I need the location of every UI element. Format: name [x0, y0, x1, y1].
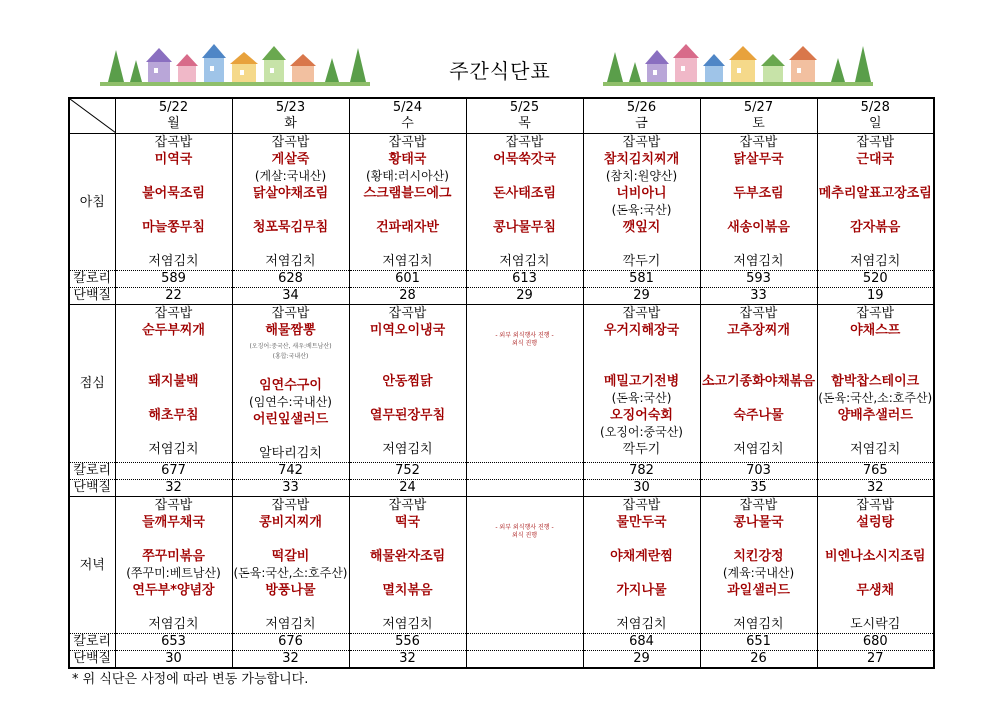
empty-line [818, 168, 934, 185]
calorie-value: 703 [700, 463, 817, 480]
menu-item: 임연수구이 [259, 378, 322, 393]
menu-item: 돈사태조림 [493, 186, 556, 201]
lunch-cell [349, 305, 466, 463]
dinner-cell [583, 497, 700, 634]
menu-item: 닭살무국 [733, 152, 784, 167]
protein-value: 29 [466, 288, 583, 305]
kimchi-item: 저염김치 [733, 617, 784, 632]
menu-item: 새송이볶음 [727, 220, 790, 235]
empty-line [818, 599, 934, 616]
empty-line [467, 548, 583, 565]
calorie-value: 589 [115, 271, 232, 288]
calorie-value: 520 [817, 271, 934, 288]
rice-item: 잡곡밥 [739, 306, 778, 321]
rice-item: 잡곡밥 [622, 306, 661, 321]
menu-item: 청포묵김무침 [252, 220, 329, 235]
empty-line [467, 373, 583, 390]
kimchi-item: 저염김치 [148, 617, 199, 632]
day-header [583, 98, 700, 134]
protein-value: 27 [817, 651, 934, 669]
rice-item: 잡곡밥 [622, 498, 661, 513]
kimchi-item: 저염김치 [850, 442, 901, 457]
empty-line [467, 565, 583, 582]
empty-line [116, 424, 232, 441]
menu-item: 들깨무채국 [142, 515, 205, 530]
empty-line [467, 168, 583, 185]
empty-line [116, 202, 232, 219]
lunch-cell [700, 305, 817, 463]
empty-line [701, 202, 817, 219]
empty-line [467, 424, 583, 441]
rice-item: 잡곡밥 [388, 306, 427, 321]
menu-item: 해초무침 [148, 408, 199, 423]
protein-value: 19 [817, 288, 934, 305]
calorie-value: 684 [583, 634, 700, 651]
menu-item: 양배추샐러드 [837, 408, 913, 423]
protein-value: 26 [700, 651, 817, 669]
menu-item: 우거지해장국 [603, 323, 680, 338]
protein-label: 단백질 [69, 651, 115, 669]
protein-value: 35 [700, 480, 817, 497]
lunch-cell [817, 305, 934, 463]
protein-value: 29 [583, 651, 700, 669]
empty-line [584, 236, 700, 253]
rice-item: 잡곡밥 [739, 498, 778, 513]
breakfast-cell [232, 134, 349, 271]
day-header [817, 98, 934, 134]
empty-line [350, 599, 466, 616]
kimchi-item: 저염김치 [733, 254, 784, 269]
breakfast-label: 아침 [69, 134, 115, 271]
menu-item: 게살죽 [271, 152, 310, 167]
rice-item: 잡곡밥 [856, 135, 895, 150]
empty-line [584, 531, 700, 548]
menu-item: 설렁탕 [856, 515, 895, 530]
rice-item: 잡곡밥 [856, 498, 895, 513]
menu-item: 함박찹스테이크 [831, 374, 920, 389]
rice-item: 잡곡밥 [388, 135, 427, 150]
origin-note-small: (오징어:중국산, 새우:베트남산) [249, 343, 332, 350]
kimchi-item: 도시락김 [850, 617, 901, 632]
day-header [232, 98, 349, 134]
event-note-line: 외식 진행 [511, 340, 538, 347]
breakfast-cell [700, 134, 817, 271]
day-header [700, 98, 817, 134]
menu-item: 콩나물국 [733, 515, 784, 530]
corner-cell [69, 98, 115, 134]
lunch-protein-row [69, 480, 934, 497]
rice-item: 잡곡밥 [271, 498, 310, 513]
kimchi-item: 저염김치 [382, 442, 433, 457]
menu-item: 황태국 [388, 152, 427, 167]
menu-item: 깻잎지 [622, 220, 661, 235]
origin-note: (돈육:국산,소:호주산) [818, 391, 933, 405]
protein-value: 32 [232, 651, 349, 669]
empty-line [818, 236, 934, 253]
lunch-cell [232, 305, 349, 463]
empty-line [584, 565, 700, 582]
empty-line [467, 202, 583, 219]
kimchi-item: 저염김치 [382, 617, 433, 632]
menu-item: 메밀고기전병 [603, 374, 680, 389]
lunch-row [69, 305, 934, 463]
menu-item: 가지나물 [616, 583, 667, 598]
empty-line [818, 339, 934, 356]
menu-item: 고추장찌개 [727, 323, 790, 338]
menu-item: 불어묵조림 [142, 186, 205, 201]
menu-item: 해물완자조림 [369, 549, 446, 564]
empty-line [116, 531, 232, 548]
empty-line [584, 339, 700, 356]
rice-item: 잡곡밥 [271, 135, 310, 150]
empty-line [701, 356, 817, 373]
menu-item: 야채스프 [850, 323, 901, 338]
dinner-calorie-row [69, 634, 934, 651]
origin-note: (게살:국내산) [254, 169, 327, 183]
menu-item: 두부조림 [733, 186, 784, 201]
calorie-label: 칼로리 [69, 463, 115, 480]
day-header [115, 98, 232, 134]
day-of-week: 일 [868, 116, 882, 131]
menu-item: 치킨강정 [733, 549, 784, 564]
menu-item: 해물짬뽕 [265, 323, 316, 338]
calorie-value: 765 [817, 463, 934, 480]
calorie-value: 593 [700, 271, 817, 288]
dinner-cell [700, 497, 817, 634]
empty-line [350, 565, 466, 582]
rice-item: 잡곡밥 [154, 135, 193, 150]
breakfast-row [69, 134, 934, 271]
empty-line [818, 531, 934, 548]
origin-note: (오징어:중국산) [600, 425, 683, 439]
protein-value: 30 [115, 651, 232, 669]
menu-item: 건파래자반 [376, 220, 439, 235]
protein-value: 30 [583, 480, 700, 497]
day-header [349, 98, 466, 134]
origin-note-small: (홍합:국내산) [272, 353, 309, 360]
kimchi-item: 저염김치 [265, 617, 316, 632]
calorie-value [466, 634, 583, 651]
calorie-value: 677 [115, 463, 232, 480]
calorie-label: 칼로리 [69, 634, 115, 651]
dinner-row [69, 497, 934, 634]
event-note-line: 외식 진행 [511, 532, 538, 539]
village-illustration-right [603, 40, 873, 90]
calorie-value: 613 [466, 271, 583, 288]
calorie-value: 581 [583, 271, 700, 288]
breakfast-cell [817, 134, 934, 271]
rice-item: 잡곡밥 [505, 135, 544, 150]
origin-note: (쭈꾸미:베트남산) [126, 566, 221, 580]
empty-line [467, 356, 583, 373]
empty-line [116, 236, 232, 253]
kimchi-item: 저염김치 [499, 254, 550, 269]
weekly-menu-table [68, 97, 935, 669]
calorie-value: 680 [817, 634, 934, 651]
protein-value: 29 [583, 288, 700, 305]
dinner-cell [817, 497, 934, 634]
protein-value: 22 [115, 288, 232, 305]
menu-item: 떡국 [394, 515, 421, 530]
empty-line [467, 497, 583, 514]
menu-item: 열무된장무침 [369, 408, 446, 423]
empty-line [584, 356, 700, 373]
menu-item: 무생채 [856, 583, 895, 598]
protein-value: 34 [232, 288, 349, 305]
kimchi-item: 저염김치 [148, 442, 199, 457]
empty-line [233, 599, 349, 616]
lunch-label: 점심 [69, 305, 115, 463]
calorie-value: 653 [115, 634, 232, 651]
calorie-value: 651 [700, 634, 817, 651]
menu-item: 어린잎샐러드 [252, 412, 329, 427]
empty-line [467, 582, 583, 599]
header-row [69, 98, 934, 134]
protein-value: 33 [232, 480, 349, 497]
rice-item: 잡곡밥 [622, 135, 661, 150]
rice-item: 잡곡밥 [271, 306, 310, 321]
menu-item: 멸치볶음 [382, 583, 433, 598]
origin-note: (돈육:국산) [611, 391, 672, 405]
kimchi-item: 저염김치 [850, 254, 901, 269]
menu-item: 미역오이냉국 [369, 323, 446, 338]
calorie-value: 752 [349, 463, 466, 480]
menu-item: 너비아니 [616, 186, 667, 201]
empty-line [350, 202, 466, 219]
day-date: 5/24 [392, 100, 423, 115]
menu-item: 어묵쑥갓국 [493, 152, 556, 167]
breakfast-cell [115, 134, 232, 271]
dinner-label: 저녁 [69, 497, 115, 634]
breakfast-calorie-row [69, 271, 934, 288]
menu-item: 비엔나소시지조림 [825, 549, 926, 564]
day-date: 5/23 [275, 100, 306, 115]
calorie-value: 556 [349, 634, 466, 651]
kimchi-item: 저염김치 [148, 254, 199, 269]
empty-line [467, 407, 583, 424]
calorie-value: 742 [232, 463, 349, 480]
empty-line [701, 531, 817, 548]
empty-line [116, 390, 232, 407]
origin-note: (황태:러시아산) [366, 169, 449, 183]
empty-line [350, 390, 466, 407]
day-date: 5/22 [158, 100, 189, 115]
menu-item: 감자볶음 [850, 220, 901, 235]
empty-line [584, 599, 700, 616]
dinner-cell [115, 497, 232, 634]
protein-value: 32 [115, 480, 232, 497]
empty-line [350, 236, 466, 253]
empty-line [467, 390, 583, 407]
day-of-week: 금 [635, 116, 648, 131]
menu-item: 콩비지찌개 [259, 515, 322, 530]
empty-line [233, 428, 349, 445]
empty-line [701, 599, 817, 616]
kimchi-item: 저염김치 [733, 442, 784, 457]
dinner-cell [232, 497, 349, 634]
menu-item: 돼지불백 [148, 374, 199, 389]
day-header [466, 98, 583, 134]
calorie-value: 601 [349, 271, 466, 288]
kimchi-item: 저염김치 [265, 254, 316, 269]
menu-item: 방풍나물 [265, 583, 316, 598]
empty-line [818, 202, 934, 219]
menu-item: 닭살야채조림 [252, 186, 329, 201]
menu-item: 야채계란찜 [610, 549, 673, 564]
menu-item: 숙주나물 [733, 408, 784, 423]
lunch-cell [466, 305, 583, 463]
kimchi-item: 깍두기 [622, 442, 661, 457]
origin-note: (계육:국내산) [722, 566, 795, 580]
menu-item: 연두부*양념장 [132, 583, 215, 598]
dinner-protein-row [69, 651, 934, 669]
menu-item: 쭈꾸미볶음 [142, 549, 205, 564]
footnote: * 위 식단은 사정에 따라 변동 가능합니다. [72, 672, 309, 687]
calorie-value: 782 [583, 463, 700, 480]
empty-line [467, 599, 583, 616]
protein-value: 32 [817, 480, 934, 497]
empty-line [701, 168, 817, 185]
breakfast-cell [583, 134, 700, 271]
protein-value: 33 [700, 288, 817, 305]
village-illustration-left [100, 40, 370, 90]
empty-line [818, 424, 934, 441]
empty-line [467, 305, 583, 322]
empty-line [701, 390, 817, 407]
menu-item: 안동찜닭 [382, 374, 433, 389]
calorie-label: 칼로리 [69, 271, 115, 288]
event-note [467, 322, 583, 356]
rice-item: 잡곡밥 [154, 306, 193, 321]
kimchi-item: 저염김치 [382, 254, 433, 269]
event-note [467, 514, 583, 548]
kimchi-item: 저염김치 [616, 617, 667, 632]
empty-line [116, 356, 232, 373]
day-date: 5/27 [743, 100, 774, 115]
calorie-value: 676 [232, 634, 349, 651]
breakfast-protein-row [69, 288, 934, 305]
protein-label: 단백질 [69, 480, 115, 497]
menu-item: 소고기종화야채볶음 [701, 374, 816, 389]
origin-note: (돈육:국산) [611, 203, 672, 217]
empty-line [350, 339, 466, 356]
page-title: 주간식단표 [449, 59, 551, 83]
day-date: 5/25 [509, 100, 540, 115]
empty-line [467, 616, 583, 633]
rice-item: 잡곡밥 [856, 306, 895, 321]
calorie-value [466, 463, 583, 480]
menu-item: 오징어숙회 [610, 408, 673, 423]
day-of-week: 화 [284, 116, 297, 131]
empty-line [701, 339, 817, 356]
rice-item: 잡곡밥 [154, 498, 193, 513]
event-note-line: - 외부 외식행사 진행 - [495, 332, 554, 339]
origin-note: (돈육:국산,소:호주산) [233, 566, 348, 580]
menu-item: 마늘쫑무침 [142, 220, 205, 235]
rice-item: 잡곡밥 [388, 498, 427, 513]
protein-value: 28 [349, 288, 466, 305]
menu-item: 미역국 [154, 152, 193, 167]
day-of-week: 목 [518, 116, 531, 131]
empty-line [350, 531, 466, 548]
empty-line [116, 168, 232, 185]
day-date: 5/26 [626, 100, 657, 115]
empty-line [233, 236, 349, 253]
empty-line [818, 356, 934, 373]
menu-item: 스크램블드에그 [363, 186, 452, 201]
day-of-week: 토 [752, 116, 765, 131]
empty-line [233, 531, 349, 548]
lunch-cell [583, 305, 700, 463]
dinner-cell [466, 497, 583, 634]
empty-line [701, 236, 817, 253]
menu-item: 과일샐러드 [727, 583, 790, 598]
protein-value [466, 480, 583, 497]
menu-item: 메추리알표고장조림 [818, 186, 932, 201]
empty-line [350, 356, 466, 373]
breakfast-cell [349, 134, 466, 271]
empty-line [116, 339, 232, 356]
day-of-week: 월 [167, 116, 180, 131]
empty-line [116, 599, 232, 616]
menu-item: 참치김치찌개 [603, 152, 680, 167]
rice-item: 잡곡밥 [739, 135, 778, 150]
empty-line [467, 236, 583, 253]
menu-item: 순두부찌개 [142, 323, 205, 338]
protein-label: 단백질 [69, 288, 115, 305]
origin-note: (참치:원양산) [605, 169, 678, 183]
day-of-week: 수 [401, 116, 414, 131]
protein-value: 32 [349, 651, 466, 669]
menu-item: 콩나물무침 [493, 220, 556, 235]
protein-value: 24 [349, 480, 466, 497]
breakfast-cell [466, 134, 583, 271]
menu-item: 물만두국 [616, 515, 667, 530]
empty-line [467, 441, 583, 458]
protein-value [466, 651, 583, 669]
kimchi-item: 알타리김치 [259, 446, 322, 461]
origin-note: (임연수:국내산) [249, 395, 332, 409]
dinner-cell [349, 497, 466, 634]
calorie-value: 628 [232, 271, 349, 288]
lunch-calorie-row [69, 463, 934, 480]
empty-line [818, 565, 934, 582]
lunch-cell [115, 305, 232, 463]
event-note-line: - 외부 외식행사 진행 - [495, 524, 554, 531]
menu-item: 떡갈비 [271, 549, 310, 564]
kimchi-item: 깍두기 [622, 254, 661, 269]
empty-line [701, 424, 817, 441]
empty-line [350, 424, 466, 441]
menu-item: 근대국 [856, 152, 895, 167]
empty-line [233, 202, 349, 219]
day-date: 5/28 [860, 100, 890, 115]
